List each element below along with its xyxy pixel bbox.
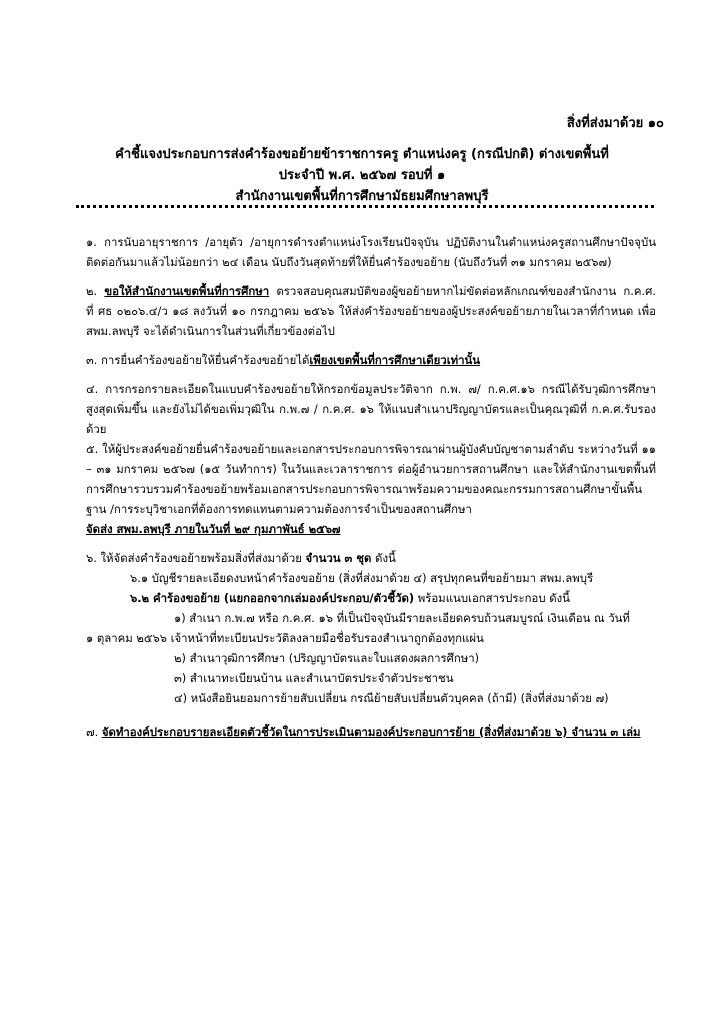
item-5-deadline-line [86, 519, 656, 539]
item-1: ๑. การนับอายุราชการ /อายุตัว /อายุการดำรงตำแหน่งโรงเรียนปัจจุบัน ปฏิบัติงานในตำแหน่งครูสถานศึกษาปัจจุบันติดต่อกันมาแล้วไม่น้อยกว่า ๒๔ เดือน นับถึงวันสุดท้ายที่ให้ยื่นคำร้องขอย้าย (นับถึงวันที่ ๓๑ มกราคม ๒๕๖๗) [86, 235, 656, 269]
title-line-1: คำชี้แจงประกอบการส่งคำร้องขอย้ายข้าราชการครู ตำแหน่งครู (กรณีปกติ) ต่างเขตพื้นที่ [115, 147, 609, 162]
item-6-2-1: ๑) สำเนา ก.พ.๗ หรือ ก.ค.ศ. ๑๖ ที่เป็นปัจจุบันมีรายละเอียดครบถ้วนสมบูรณ์ เงินเดือน ณ วันที่ [174, 611, 630, 625]
item-5-deadline: จัดส่ง สพม.ลพบุรี ภายในวันที่ ๒๙ กุมภาพันธ์ ๒๕๖๗ [86, 522, 341, 536]
item-6-1: ๖.๑ บัญชีรายละเอียดงบหน้าคำร้องขอย้าย (สิ่งที่ส่งมาด้วย ๔) สรุปทุกคนที่ขอย้ายมา สพม.ลพบุรี [130, 571, 594, 585]
item-2 [86, 281, 656, 341]
item-6-2-1-cont: ๑ ตุลาคม ๒๕๖๖ เจ้าหน้าที่ทะเบียนประวัติลงลายมือชื่อรับรองสำเนาถูกต้องทุกแผ่น [86, 631, 484, 645]
title-line-3: สำนักงานเขตพื้นที่การศึกษามัธยมศึกษาลพบุรี [235, 189, 489, 204]
dotted-divider [76, 205, 654, 208]
item-3-emphasis: เพียงเขตพื้นที่การศึกษาเดียวเท่านั้น [309, 353, 481, 367]
attachment-label: สิ่งที่ส่งมาด้วย ๑๐ [566, 116, 664, 131]
item-3-text: ๓. การยื่นคำร้องขอย้ายให้ยื่นคำร้องขอย้ายได้ [86, 353, 310, 367]
title-line-2: ประจำปี พ.ศ. ๒๕๖๗ รอบที่ ๑ [278, 168, 446, 183]
item-6-text: ๖. ให้จัดส่งคำร้องขอย้ายพร้อมสิ่งที่ส่งมาด้วย [86, 551, 306, 565]
item-2-emphasis: ขอให้สำนักงานเขตพื้นที่การศึกษา [104, 284, 270, 298]
item-2-number: ๒. [86, 284, 105, 298]
item-6-quantity: จำนวน ๓ ชุด [305, 551, 372, 565]
item-7-emphasis: จัดทำองค์ประกอบรายละเอียดตัวชี้วัดในการประเมินตามองค์ประกอบการย้าย (สิ่งที่ส่งมาด้วย ๖) จำนวน ๓ เล่ม [101, 725, 641, 739]
item-4: ๔. การกรอกรายละเอียดในแบบคำร้องขอย้ายให้กรอกข้อมูลประวัติจาก ก.พ. ๗/ ก.ค.ศ.๑๖ กรณีได้รับวุฒิการศึกษาสูงสุดเพิ่มขึ้น และยังไม่ได้ขอเพิ่มวุฒิใน ก.พ.๗ / ก.ค.ศ. ๑๖ ให้แนบสำเนาปริญญาบัตรและเป็นคุณวุฒิที่ ก.ค.ศ.รับรองด้วย [86, 382, 656, 436]
item-5: ๕. ให้ผู้ประสงค์ขอย้ายยื่นคำร้องขอย้ายและเอกสารประกอบการพิจารณาผ่านผู้บังคับบัญชาตามลำดับ ระหว่างวันที่ ๑๑ – ๓๑ มกราคม ๒๕๖๗ (๑๕ วันทำการ) ในวันและเวลาราชการ ต่อผู้อำนวยการสถานศึกษา และให้สำนักงานเขตพื้นที่การศึกษารวบรวมคำร้องขอย้ายพร้อมเอกสารประกอบการพิจารณาพร้อมความของคณะกรรมการสถานศึกษาขั้นพื้นฐาน /การระบุวิชาเอกที่ต้องการทดแทนตามความต้องการจำเป็นของสถานศึกษา [86, 442, 656, 516]
item-3 [86, 350, 656, 370]
item-6-2 [86, 588, 656, 608]
document-body [86, 232, 656, 751]
item-6-2-4: ๔) หนังสือยินยอมการย้ายสับเปลี่ยน กรณีย้ายสับเปลี่ยนตัวบุคคล (ถ้ามี) (สิ่งที่ส่งมาด้วย ๗) [174, 691, 609, 705]
item-7-number: ๗. [86, 725, 102, 739]
item-6-tail: ดังนี้ [371, 551, 396, 565]
item-6-2-2: ๒) สำเนาวุฒิการศึกษา (ปริญญาบัตรและใบแสดงผลการศึกษา) [174, 651, 480, 665]
item-6-2-text: พร้อมแนบเอกสารประกอบ ดังนี้ [414, 591, 570, 605]
item-6-2-heading: ๖.๒ คำร้องขอย้าย (แยกออกจากเล่มองค์ประกอบ/ตัวชี้วัด) [130, 591, 415, 605]
item-6 [86, 548, 656, 568]
item-6-2-3: ๓) สำเนาทะเบียนบ้าน และสำเนาบัตรประจำตัวประชาชน [174, 671, 454, 685]
item-7 [86, 722, 656, 742]
item-2-text: ตรวจสอบคุณสมบัติของผู้ขอย้ายหากไม่ขัดต่อหลักเกณฑ์ของสำนักงาน ก.ค.ศ. ที่ ศธ ๐๒๐๖.๔/ว ๑๘ ลงวันที่ ๑๐ กรกฎาคม ๒๕๖๖ ให้ส่งคำร้องขอย้ายของผู้ประสงค์ขอย้ายภายในเวลาที่กำหนด เพื่อ สพม.ลพบุรี จะได้ดำเนินการในส่วนที่เกี่ยวข้องต่อไป [86, 284, 656, 338]
